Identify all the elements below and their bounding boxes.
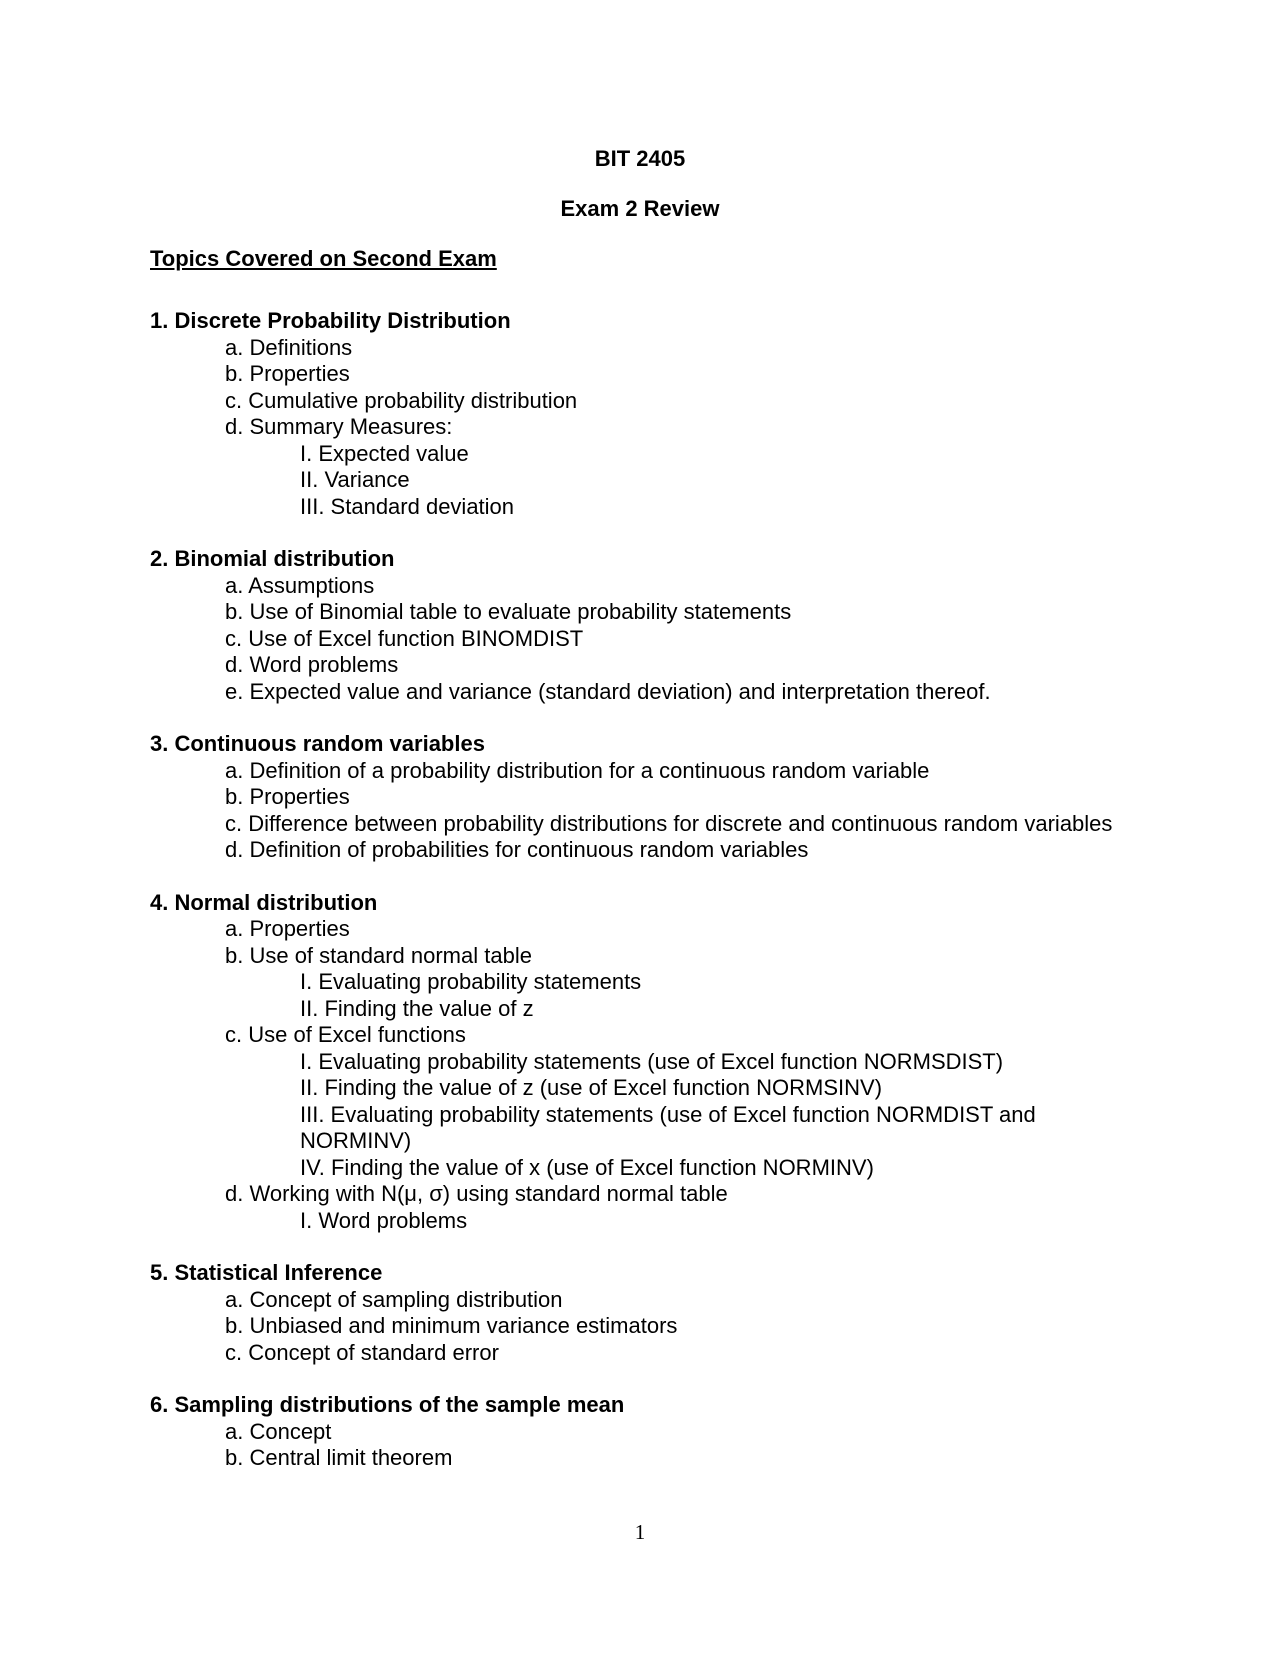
course-title: BIT 2405 (594, 146, 686, 171)
topic-subitem: II. Finding the value of z (300, 995, 534, 1021)
section-title: 5. Statistical Inference (150, 1260, 383, 1285)
topic-subitem: I. Evaluating probability statements (300, 969, 642, 994)
topic-section (150, 546, 1130, 705)
topic-item: b. Unbiased and minimum variance estimators (225, 1313, 678, 1338)
topic-item: a. Properties (225, 916, 350, 941)
section-title: 2. Binomial distribution (150, 546, 395, 571)
topic-item: a. Definitions (225, 334, 353, 360)
topic-item: b. Use of standard normal table (225, 942, 532, 968)
topic-item: d. Definition of probabilities for continuous random variables (225, 837, 809, 862)
topic-item: d. Summary Measures: (225, 414, 453, 439)
topic-item: a. Concept (225, 1418, 332, 1444)
topic-subitem: I. Evaluating probability statements (use of Excel function NORMSDIST) (300, 1048, 1004, 1074)
topic-item: e. Expected value and variance (standard deviation) and interpretation thereof. (225, 678, 991, 704)
topic-item: a. Assumptions (225, 572, 375, 598)
topic-subitem: II. Variance (300, 467, 410, 492)
topic-subitem: II. Finding the value of z (use of Excel function NORMSINV) (300, 1075, 883, 1100)
page-title: Exam 2 Review (560, 196, 720, 221)
section-title: 4. Normal distribution (150, 889, 378, 915)
topic-subitem: III. Standard deviation (300, 493, 515, 519)
topic-item: c. Use of Excel functions (225, 1022, 466, 1047)
topic-item: c. Difference between probability distributions for discrete and continuous random variables (225, 810, 1113, 836)
topic-subitem: IV. Finding the value of x (use of Excel function NORMINV) (300, 1154, 874, 1180)
topic-item: b. Use of Binomial table to evaluate probability statements (225, 599, 792, 624)
topic-section (150, 1260, 1130, 1366)
topic-section (150, 308, 1130, 520)
topic-item: b. Properties (225, 361, 350, 386)
section-title: 6. Sampling distributions of the sample mean (150, 1392, 625, 1417)
topics-heading: Topics Covered on Second Exam (150, 246, 497, 271)
topic-section (150, 1392, 1130, 1472)
section-title: 3. Continuous random variables (150, 731, 485, 756)
topic-item: a. Definition of a probability distribution for a continuous random variable (225, 757, 930, 783)
topics-list (150, 308, 1130, 1498)
topic-item: d. Working with N(μ, σ) using standard normal table (225, 1181, 728, 1206)
topic-section (150, 890, 1130, 1235)
topic-item: c. Cumulative probability distribution (225, 387, 578, 413)
section-title: 1. Discrete Probability Distribution (150, 308, 511, 333)
topic-subitem: I. Expected value (300, 440, 469, 466)
topic-item: a. Concept of sampling distribution (225, 1286, 563, 1312)
topic-item: d. Word problems (225, 652, 399, 677)
topic-item: b. Central limit theorem (225, 1445, 453, 1470)
topic-item: c. Use of Excel function BINOMDIST (225, 625, 584, 651)
topic-item: b. Properties (225, 784, 350, 809)
topic-subitem: III. Evaluating probability statements (use of Excel function NORMDIST and NORMINV) (300, 1101, 1036, 1153)
topic-section (150, 731, 1130, 864)
page-number: 1 (634, 1520, 646, 1544)
topic-subitem: I. Word problems (300, 1207, 468, 1233)
topic-item: c. Concept of standard error (225, 1339, 499, 1365)
